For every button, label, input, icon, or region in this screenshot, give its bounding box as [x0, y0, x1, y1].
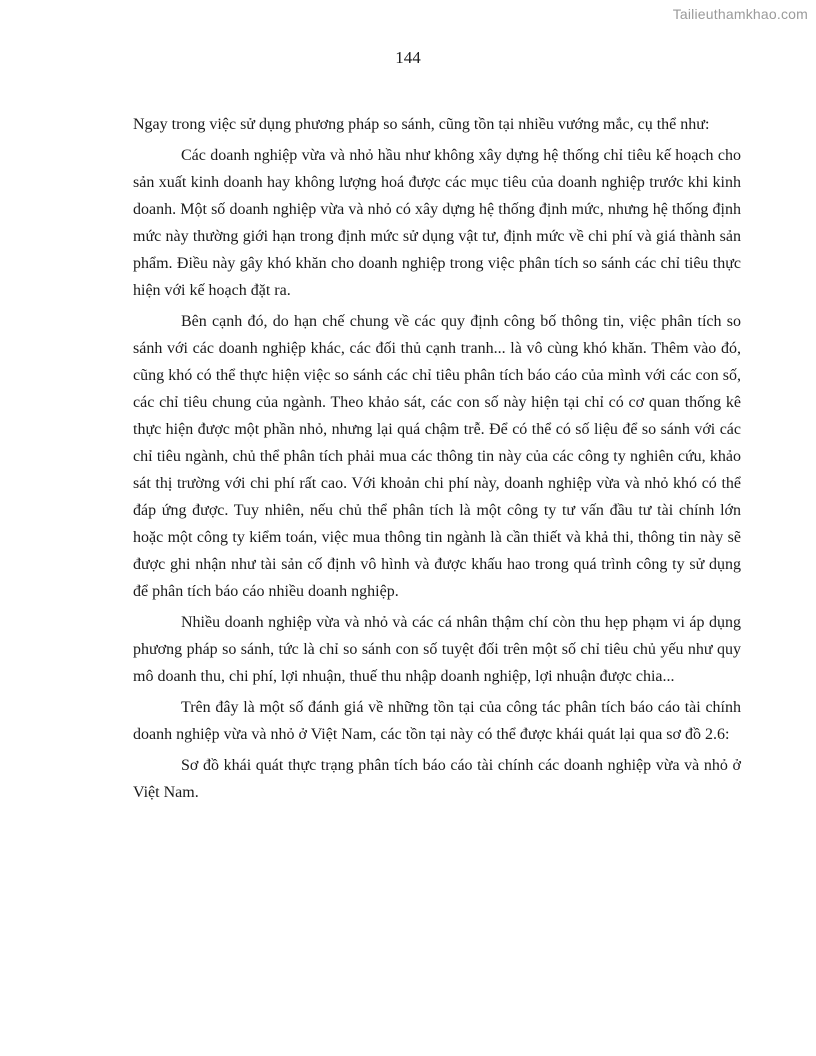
paragraph-intro: Ngay trong việc sử dụng phương pháp so sánh, cũng tồn tại nhiều vướng mắc, cụ thể như: [133, 116, 710, 133]
paragraph-comparison: Bên cạnh đó, do hạn chế chung về các quy định công bố thông tin, việc phân tích so sánh với các doanh nghiệp khác, các đối thủ cạnh tranh... là vô cùng khó khăn. Thêm vào đó, cũng khó có thể thực hiện việc so sánh các chỉ tiêu phân tích báo cáo của mình với các con số, các chỉ tiêu chung của ngành. Theo khảo sát, các con số này hiện tại chỉ có cơ quan thống kê thực hiện được một phần nhỏ, nhưng lại quá chậm trễ. Để có thể có số liệu để so sánh với các chỉ tiêu ngành, chủ thể phân tích phải mua các thông tin này của các công ty nghiên cứu, khảo sát thị trường với chi phí rất cao. Với khoản chi phí này, doanh nghiệp vừa và nhỏ khó có thể đáp ứng được. Tuy nhiên, nếu chủ thể phân tích là một công ty tư vấn đầu tư tài chính lớn hoặc một công ty kiểm toán, việc mua thông tin ngành là cần thiết và khả thi, thông tin này sẽ được ghi nhận như tài sản cố định vô hình và được khấu hao trong quá trình công ty sử dụng để phân tích báo cáo nhiều doanh nghiệp. [133, 313, 741, 600]
watermark: Tailieuthamkhao.com [672, 6, 808, 22]
paragraph-diagram-caption: Sơ đồ khái quát thực trạng phân tích báo cáo tài chính các doanh nghiệp vừa và nhỏ ở Việt Nam. [133, 757, 741, 801]
paragraph-scope: Nhiều doanh nghiệp vừa và nhỏ và các cá nhân thậm chí còn thu hẹp phạm vi áp dụng phương pháp so sánh, tức là chỉ so sánh con số tuyệt đối trên một số chỉ tiêu chủ yếu như quy mô doanh thu, chi phí, lợi nhuận, thuế thu nhập doanh nghiệp, lợi nhuận được chia... [133, 614, 741, 685]
document-body [133, 111, 741, 810]
paragraph-planning: Các doanh nghiệp vừa và nhỏ hầu như không xây dựng hệ thống chỉ tiêu kế hoạch cho sản xuất kinh doanh hay không lượng hoá được các mục tiêu của doanh nghiệp trước khi kinh doanh. Một số doanh nghiệp vừa và nhỏ có xây dựng hệ thống định mức, nhưng hệ thống định mức này thường giới hạn trong định mức sử dụng vật tư, định mức về chi phí và giá thành sản phẩm. Điều này gây khó khăn cho doanh nghiệp trong việc phân tích so sánh các chỉ tiêu thực hiện với kế hoạch đặt ra. [133, 147, 741, 299]
paragraph-summary: Trên đây là một số đánh giá về những tồn tại của công tác phân tích báo cáo tài chính doanh nghiệp vừa và nhỏ ở Việt Nam, các tồn tại này có thể được khái quát lại qua sơ đồ 2.6: [133, 699, 741, 743]
page-number: 144 [395, 48, 421, 67]
